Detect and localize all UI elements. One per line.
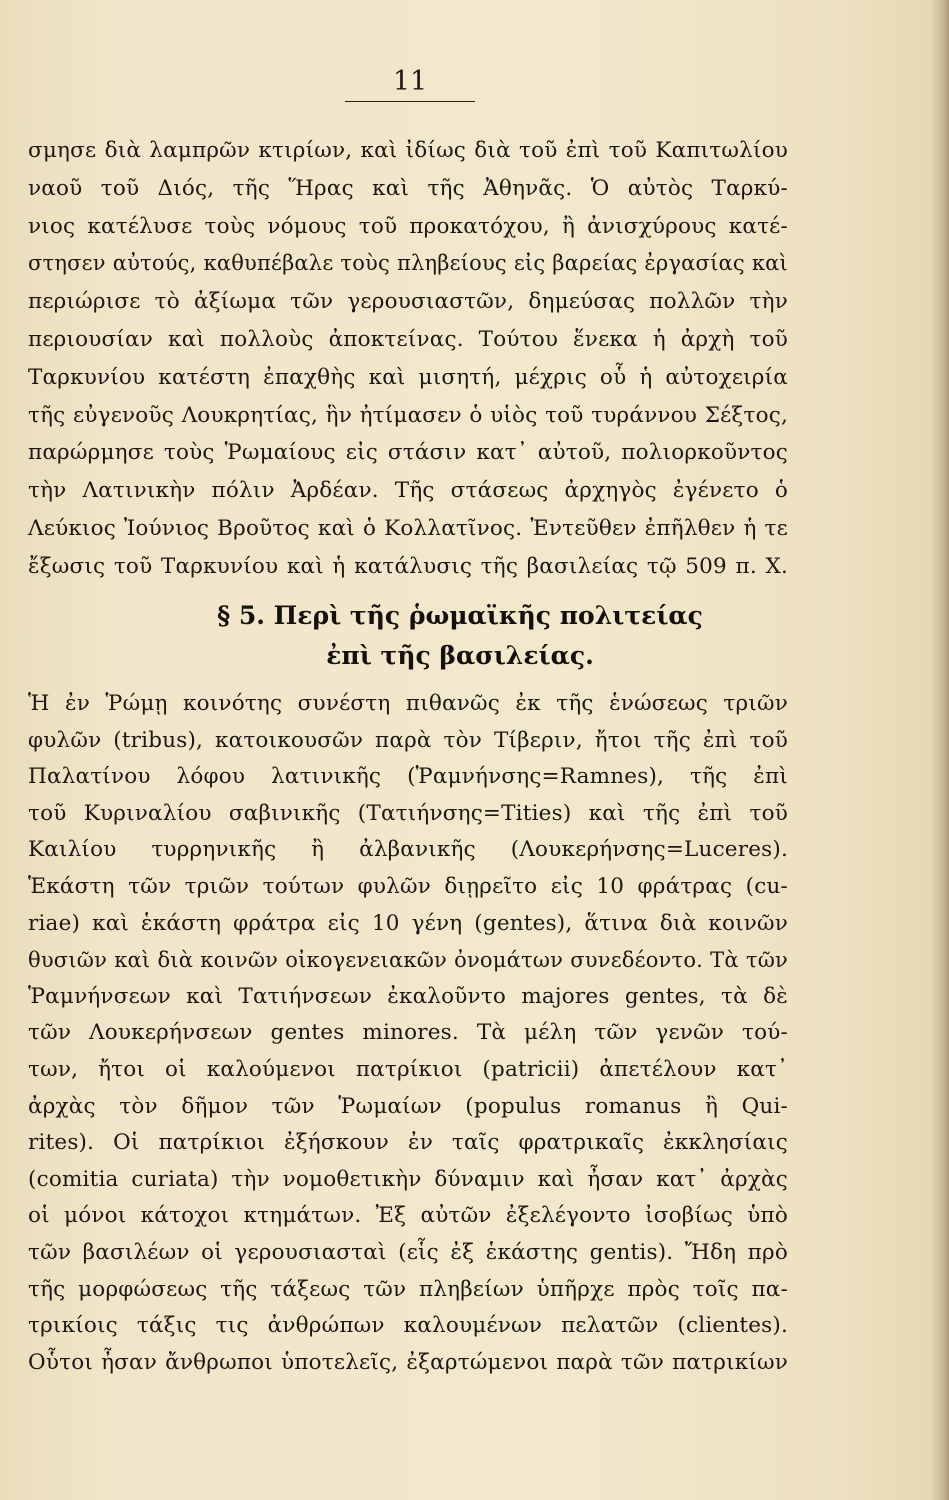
text-line: τῶν βασιλέων οἱ γερουσιασταὶ (εἷς ἐξ ἑκάστης gentis). Ἤδη πρὸ: [28, 1239, 788, 1265]
text-line: τοῦ Κυριναλίου σαβινικῆς (Τατιήνσης=Tities) καὶ τῆς ἐπὶ τοῦ: [28, 800, 788, 826]
text-line: ἀρχὰς τὸν δῆμον τῶν Ῥωμαίων (populus romanus ἢ Qui-: [28, 1093, 788, 1119]
text-line: Ῥαμνήνσεων καὶ Τατιήνσεων ἐκαλοῦντο majores gentes, τὰ δὲ: [28, 983, 788, 1009]
text-line: θυσιῶν καὶ διὰ κοινῶν οἰκογενειακῶν ὀνομάτων συνεδέοντο. Τὰ τῶν: [28, 948, 788, 973]
text-line: ναοῦ τοῦ Διός, τῆς Ἥρας καὶ τῆς Ἀθηνᾶς. Ὁ αὐτὸς Ταρκύ-: [28, 175, 788, 201]
page-binding-edge: [931, 0, 949, 1500]
text-line: τῆς εὐγενοῦς Λουκρητίας, ἣν ἠτίμασεν ὁ υἱὸς τοῦ τυράννου Σέξτος,: [28, 402, 788, 428]
text-line: τρικίοις τάξις τις ἀνθρώπων καλουμένων πελατῶν (clientes).: [28, 1313, 788, 1339]
text-line: σμησε διὰ λαμπρῶν κτιρίων, καὶ ἰδίως διὰ τοῦ ἐπὶ τοῦ Καπιτωλίου: [28, 138, 788, 163]
text-line: Παλατίνου λόφου λατινικῆς (Ῥαμνήνσης=Ramnes), τῆς ἐπὶ: [28, 764, 788, 790]
text-line: περιώρισε τὸ ἀξίωμα τῶν γερουσιαστῶν, δημεύσας πολλῶν τὴν: [28, 289, 788, 315]
text-line: περιουσίαν καὶ πολλοὺς ἀποκτείνας. Τούτου ἕνεκα ἡ ἀρχὴ τοῦ: [28, 326, 788, 352]
text-line: ἔξωσις τοῦ Ταρκυνίου καὶ ἡ κατάλυσις τῆς βασιλείας τῷ 509 π. Χ.: [28, 553, 788, 579]
text-line: rites). Οἱ πατρίκιοι ἐξήσκουν ἐν ταῖς φρατρικαῖς ἐκκλησίαις: [28, 1130, 788, 1156]
text-line: φυλῶν (tribus), κατοικουσῶν παρὰ τὸν Τίβεριν, ἤτοι τῆς ἐπὶ τοῦ: [28, 727, 788, 753]
text-line: Ἑκάστη τῶν τριῶν τούτων φυλῶν διῃρεῖτο εἰς 10 φράτρας (cu-: [28, 873, 788, 899]
text-line: Ἡ ἐν Ῥώμῃ κοινότης συνέστη πιθανῶς ἐκ τῆς ἑνώσεως τριῶν: [28, 691, 788, 716]
text-line: τῆς μορφώσεως τῆς τάξεως τῶν πληβείων ὑπῆρχε πρὸς τοῖς πα-: [28, 1276, 788, 1302]
text-line: Ταρκυνίου κατέστη ἐπαχθὴς καὶ μισητή, μέχρις οὗ ἡ αὐτοχειρία: [28, 364, 788, 390]
text-line: στησεν αὐτούς, καθυπέβαλε τοὺς πληβείους εἰς βαρείας ἐργασίας καὶ: [28, 251, 788, 276]
text-line: Καιλίου τυρρηνικῆς ἢ ἀλβανικῆς (Λουκερήνσης=Luceres).: [28, 837, 788, 863]
text-line: (comitia curiata) τὴν νομοθετικὴν δύναμιν καὶ ἦσαν κατ᾽ ἀρχὰς: [28, 1166, 788, 1192]
paragraph-2: [28, 686, 788, 1381]
section-heading: [130, 596, 790, 676]
text-line: Οὗτοι ἦσαν ἄνθρωποι ὑποτελεῖς, ἐξαρτώμενοι παρὰ τῶν πατρικίων: [28, 1349, 788, 1375]
text-line: Λεύκιος Ἰούνιος Βροῦτος καὶ ὁ Κολλατῖνος. Ἐντεῦθεν ἐπῆλθεν ἡ τε: [28, 515, 788, 541]
section-heading-line-2: ἐπὶ τῆς βασιλείας.: [326, 641, 594, 670]
page-number-rule: [345, 101, 475, 102]
text-line: των, ἤτοι οἱ καλούμενοι πατρίκιοι (patricii) ἀπετέλουν κατ᾽: [28, 1056, 788, 1082]
text-line: νιος κατέλυσε τοὺς νόμους τοῦ προκατόχου, ἢ ἀνισχύρους κατέ-: [28, 213, 788, 239]
paragraph-1: [28, 132, 788, 586]
section-heading-line-1: § 5. Περὶ τῆς ῥωμαϊκῆς πολιτείας: [217, 601, 703, 630]
text-line: παρώρμησε τοὺς Ῥωμαίους εἰς στάσιν κατ᾽ αὐτοῦ, πολιορκοῦντος: [28, 440, 788, 466]
page-number: 11: [392, 66, 428, 97]
text-line: riae) καὶ ἑκάστη φράτρα εἰς 10 γένη (gentes), ἅτινα διὰ κοινῶν: [28, 910, 788, 936]
text-line: τὴν Λατινικὴν πόλιν Ἀρδέαν. Τῆς στάσεως ἀρχηγὸς ἐγένετο ὁ: [28, 478, 788, 504]
text-line: τῶν Λουκερήνσεων gentes minores. Τὰ μέλη τῶν γενῶν τού-: [28, 1020, 788, 1046]
text-line: οἱ μόνοι κάτοχοι κτημάτων. Ἐξ αὐτῶν ἐξελέγοντο ἰσοβίως ὑπὸ: [28, 1203, 788, 1229]
